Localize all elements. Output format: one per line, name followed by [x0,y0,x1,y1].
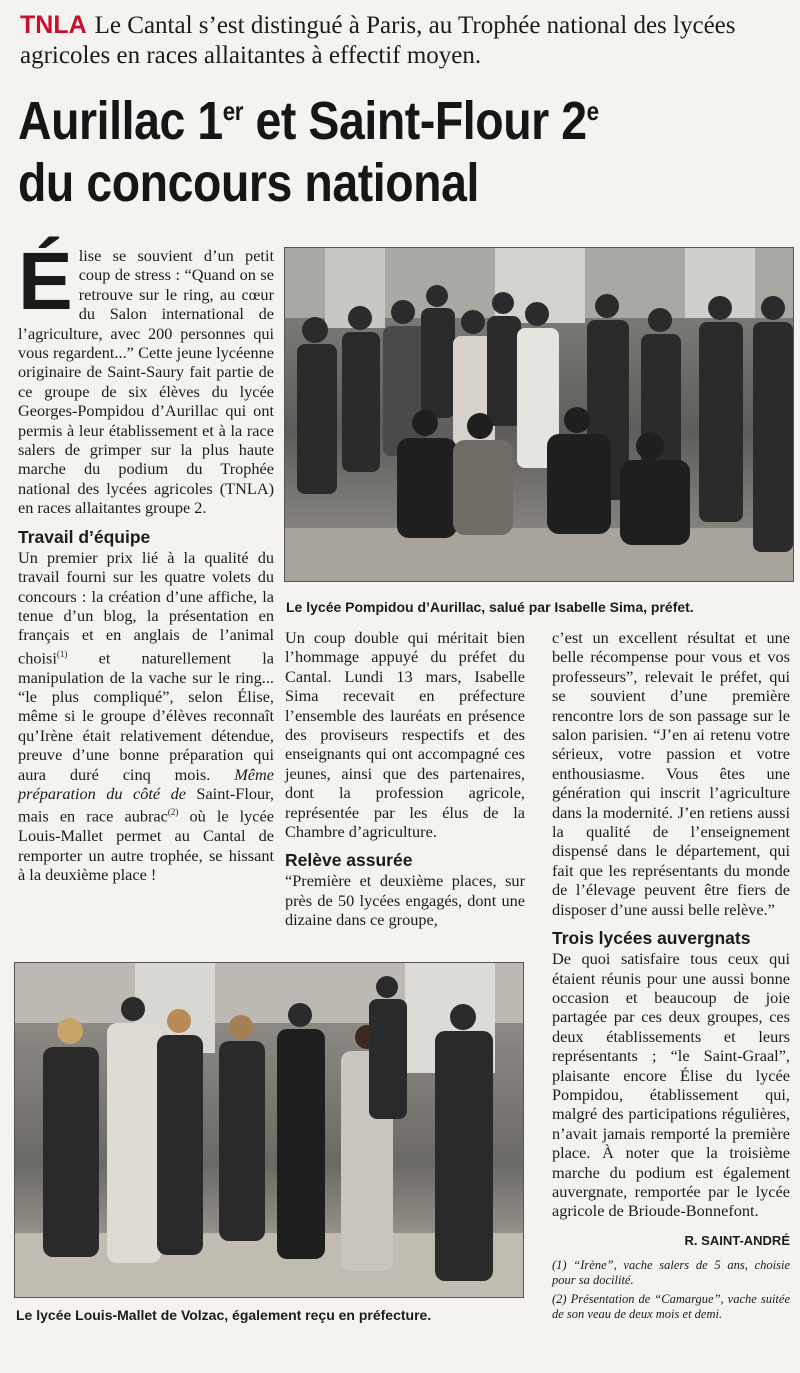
article-column-3 [552,628,790,1326]
article-column-2 [285,628,525,930]
kicker-text: Le Cantal s’est distingué à Paris, au Trophée national des lycées agricoles en races allaitantes à effectif moyen. [20,12,736,69]
photo-lycee-louis-mallet [14,962,524,1298]
body-paragraph: c’est un excellent résultat et une belle récompense pour vous et vos professeurs”, relevait le préfet, qui se souvient d’une première rencontre lors de son passage sur le salon parisien. “J’en ai retenu votre sérieux, votre passion et votre enthousiasme. Vous êtes une génération qui inscrit l’agriculture dans la modernité. J’en retiens aussi la qualité de l’enseignement dispensé dans le département, qui fait que les représentants du monde de l’élevage peuvent être fiers de disposer d’une aussi belle relève.” [552,628,790,919]
subhead-releve: Relève assurée [285,850,413,871]
headline-part: Aurillac 1 [18,91,223,151]
body-text: et naturellement la manipulation de la vache sur le ring... “le plus compliqué”, selon Élise, même si le groupe d’élèves reconnaît qu’Irène était relativement détendue, preuve d’une bonne préparation qui aura duré cinq mois. [18,648,274,784]
photo-2-caption: Le lycée Louis-Mallet de Volzac, également reçu en préfecture. [16,1307,432,1323]
footnote-1: (1) “Irène”, vache salers de 5 ans, choisie pour sa docilité. [552,1258,790,1288]
headline-line-1 [18,90,689,152]
subhead-travail: Travail d’équipe [18,526,151,547]
headline-part: et Saint-Flour 2 [243,91,587,151]
headline-superscript: er [222,96,244,126]
intro-paragraph: lise se souvient d’un petit coup de stress : “Quand on se retrouve sur le ring, au cœur du Salon international de l’agriculture, avec 200 personnes qui vous regardent...” Cette jeune lycéenne originaire de Saint-Saury fait partie de ce groupe de six élèves du lycée Georges-Pompidou d’Aurillac qui ont permis à leur établissement et à la race salers de grimper sur la plus haute marche du podium du Trophée national des lycées agricoles (TNLA) en races allaitantes groupe 2. [18,246,274,518]
footnote-2: (2) Présentation de “Camargue”, vache suitée de son veau de deux mois et demi. [552,1292,790,1322]
body-paragraph: De quoi satisfaire tous ceux qui étaient réunis pour une aussi bonne occasion et beaucoup de joie partagée par ces deux groupes, ces deux établissements et leurs représentants ; “le Saint-Graal”, plaisante encore Élise du lycée Pompidou, établissement qui, malgré des participations régulières, n’avait jamais remporté la première place. À noter que la troisième marche du podium est également auvergnate, remportée par le lycée agricole de Brioude-Bonnefont. [552,949,790,1221]
kicker [20,10,790,71]
headline [18,90,689,214]
section-tag: TNLA [20,11,87,39]
photo-lycee-pompidou [284,247,794,582]
body-paragraph [18,548,274,885]
body-text: Un premier prix lié à la qualité du travail fourni sur les quatre volets du concours : la création d’une affiche, la tenue d’un blog, la présentation en français et en anglais de l’animal choisi [18,547,274,668]
author-signature: R. SAINT-ANDRÉ [684,1232,790,1248]
group-photo-1 [285,248,793,581]
body-text: où le lycée Louis-Mallet permet au Cantal de remporter un autre trophée, se hissant à la deuxième place ! [18,806,274,885]
photo-1-caption: Le lycée Pompidou d’Aurillac, salué par Isabelle Sima, préfet. [286,599,694,615]
body-paragraph: “Première et deuxième places, sur près de 50 lycées engagés, dont une dizaine dans ce groupe, [285,871,525,930]
footnotes [552,1258,790,1322]
headline-superscript: e [586,96,599,126]
italic-text: Même préparation du côté de [18,764,274,803]
drop-cap: É [18,236,73,327]
body-text: Saint-Flour, mais en race aubrac [18,783,274,826]
article-column-1 [18,236,274,885]
footnote-ref: (2) [167,807,179,818]
subhead-trois-lycees: Trois lycées auvergnats [552,928,751,949]
footnote-ref: (1) [56,648,68,659]
headline-line-2: du concours national [18,153,480,213]
group-photo-2 [15,963,523,1297]
body-paragraph: Un coup double qui méritait bien l’hommage appuyé du préfet du Cantal. Lundi 13 mars, Isabelle Sima recevait en préfecture l’ensemble des lauréats en présence des proviseurs respectifs et des enseignants qui ont accompagné ces jeunes, ainsi que des partenaires, dont la profession agricole, représentée par les élus de la Chambre d’agriculture. [285,628,525,842]
